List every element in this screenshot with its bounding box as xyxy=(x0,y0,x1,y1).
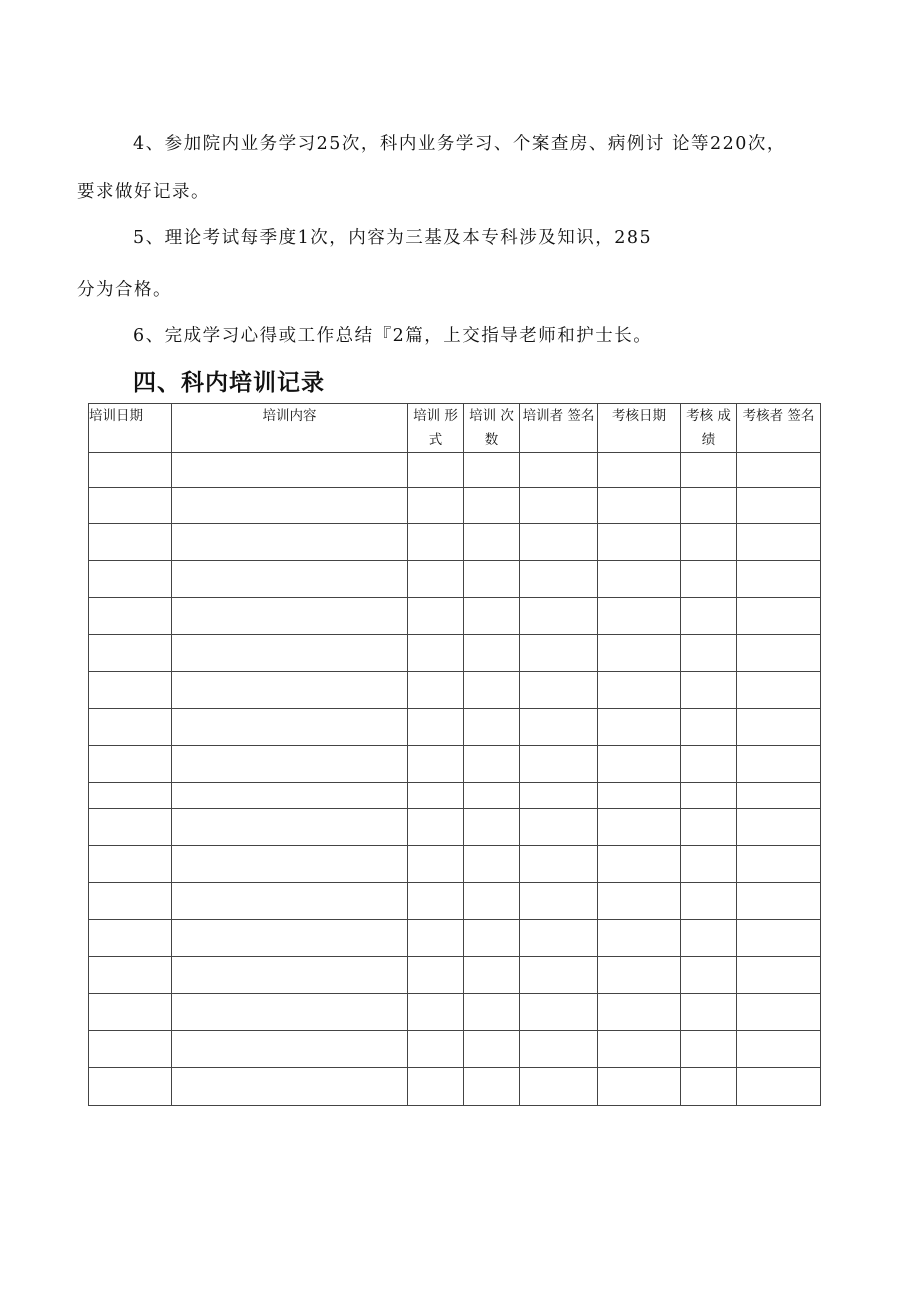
table-cell[interactable] xyxy=(172,598,408,635)
table-cell[interactable] xyxy=(520,453,598,488)
header-training-count: 培训 次数 xyxy=(464,404,520,453)
header-trainer-signature: 培训者 签名 xyxy=(520,404,598,453)
table-cell[interactable] xyxy=(89,561,172,598)
table-cell[interactable] xyxy=(520,709,598,746)
table-cell[interactable] xyxy=(598,709,681,746)
table-cell[interactable] xyxy=(172,1031,408,1068)
table-cell[interactable] xyxy=(520,1068,598,1106)
table-cell[interactable] xyxy=(464,524,520,561)
table-cell[interactable] xyxy=(408,994,464,1031)
table-cell[interactable] xyxy=(464,783,520,809)
table-cell[interactable] xyxy=(408,783,464,809)
table-cell[interactable] xyxy=(737,598,821,635)
table-cell[interactable] xyxy=(89,709,172,746)
table-cell[interactable] xyxy=(408,709,464,746)
table-cell[interactable] xyxy=(408,524,464,561)
table-cell[interactable] xyxy=(681,453,737,488)
table-row xyxy=(89,883,821,920)
table-row xyxy=(89,994,821,1031)
table-cell[interactable] xyxy=(464,1068,520,1106)
table-cell[interactable] xyxy=(681,920,737,957)
table-cell[interactable] xyxy=(172,709,408,746)
table-row xyxy=(89,524,821,561)
table-cell[interactable] xyxy=(681,883,737,920)
table-cell[interactable] xyxy=(464,672,520,709)
table-cell[interactable] xyxy=(681,598,737,635)
table-cell[interactable] xyxy=(464,561,520,598)
table-cell[interactable] xyxy=(89,994,172,1031)
table-cell[interactable] xyxy=(598,883,681,920)
table-cell[interactable] xyxy=(408,561,464,598)
table-cell[interactable] xyxy=(89,846,172,883)
header-assessment-score: 考核 成绩 xyxy=(681,404,737,453)
paragraph-5-line-1: 5、理论考试每季度1次，内容为三基及本专科涉及知识，285 xyxy=(133,228,653,248)
table-cell[interactable] xyxy=(737,957,821,994)
table-cell[interactable] xyxy=(172,672,408,709)
table-cell[interactable] xyxy=(408,746,464,783)
table-cell[interactable] xyxy=(737,746,821,783)
table-cell[interactable] xyxy=(681,846,737,883)
header-assessment-date: 考核日期 xyxy=(598,404,681,453)
table-cell[interactable] xyxy=(598,957,681,994)
table-cell[interactable] xyxy=(408,846,464,883)
table-cell[interactable] xyxy=(737,672,821,709)
table-cell[interactable] xyxy=(464,809,520,846)
table-cell[interactable] xyxy=(598,598,681,635)
table-cell[interactable] xyxy=(737,920,821,957)
table-cell[interactable] xyxy=(598,783,681,809)
table-cell[interactable] xyxy=(737,561,821,598)
table-row xyxy=(89,672,821,709)
table-cell[interactable] xyxy=(408,809,464,846)
table-cell[interactable] xyxy=(408,1068,464,1106)
table-cell[interactable] xyxy=(598,1031,681,1068)
table-cell[interactable] xyxy=(464,453,520,488)
table-header-row xyxy=(89,404,821,453)
table-cell[interactable] xyxy=(408,598,464,635)
header-training-content: 培训内容 xyxy=(172,404,408,453)
paragraph-4-line-1: 4、参加院内业务学习25次，科内业务学习、个案查房、病例讨 论等220次， xyxy=(133,134,786,154)
table-cell[interactable] xyxy=(681,746,737,783)
table-cell[interactable] xyxy=(598,809,681,846)
table-cell[interactable] xyxy=(520,561,598,598)
table-cell[interactable] xyxy=(89,1031,172,1068)
table-cell[interactable] xyxy=(520,883,598,920)
table-cell[interactable] xyxy=(89,453,172,488)
table-row xyxy=(89,453,821,488)
table-cell[interactable] xyxy=(520,672,598,709)
table-cell[interactable] xyxy=(464,846,520,883)
table-cell[interactable] xyxy=(172,746,408,783)
table-cell[interactable] xyxy=(681,488,737,524)
section-title: 四、科内培训记录 xyxy=(133,370,325,396)
table-cell[interactable] xyxy=(408,488,464,524)
table-cell[interactable] xyxy=(520,746,598,783)
table-cell[interactable] xyxy=(737,453,821,488)
table-row xyxy=(89,846,821,883)
table-cell[interactable] xyxy=(520,920,598,957)
table-cell[interactable] xyxy=(737,524,821,561)
table-cell[interactable] xyxy=(520,488,598,524)
table-cell[interactable] xyxy=(520,1031,598,1068)
table-cell[interactable] xyxy=(681,672,737,709)
table-cell[interactable] xyxy=(89,635,172,672)
table-cell[interactable] xyxy=(598,1068,681,1106)
table-cell[interactable] xyxy=(172,561,408,598)
table-cell[interactable] xyxy=(737,809,821,846)
table-cell[interactable] xyxy=(464,709,520,746)
table-cell[interactable] xyxy=(464,635,520,672)
table-cell[interactable] xyxy=(172,783,408,809)
table-row xyxy=(89,783,821,809)
table-cell[interactable] xyxy=(172,920,408,957)
table-row xyxy=(89,709,821,746)
paragraph-6: 6、完成学习心得或工作总结『2篇，上交指导老师和护士长。 xyxy=(133,326,653,346)
table-cell[interactable] xyxy=(598,672,681,709)
table-cell[interactable] xyxy=(172,1068,408,1106)
table-cell[interactable] xyxy=(172,809,408,846)
table-cell[interactable] xyxy=(598,453,681,488)
table-cell[interactable] xyxy=(681,809,737,846)
header-training-date: 培训日期 xyxy=(89,404,172,453)
table-cell[interactable] xyxy=(681,635,737,672)
table-cell[interactable] xyxy=(520,846,598,883)
paragraph-4-line-2: 要求做好记录。 xyxy=(77,182,210,202)
table-cell[interactable] xyxy=(520,783,598,809)
table-cell[interactable] xyxy=(520,957,598,994)
table-cell[interactable] xyxy=(681,1031,737,1068)
table-row xyxy=(89,809,821,846)
table-cell[interactable] xyxy=(89,957,172,994)
table-cell[interactable] xyxy=(408,883,464,920)
table-cell[interactable] xyxy=(172,883,408,920)
table-row xyxy=(89,957,821,994)
table-cell[interactable] xyxy=(172,635,408,672)
table-cell[interactable] xyxy=(681,524,737,561)
table-cell[interactable] xyxy=(464,957,520,994)
table-cell[interactable] xyxy=(464,1031,520,1068)
table-cell[interactable] xyxy=(598,920,681,957)
table-cell[interactable] xyxy=(89,672,172,709)
table-row xyxy=(89,635,821,672)
table-cell[interactable] xyxy=(737,635,821,672)
table-cell[interactable] xyxy=(464,994,520,1031)
table-cell[interactable] xyxy=(681,994,737,1031)
table-cell[interactable] xyxy=(89,783,172,809)
table-cell[interactable] xyxy=(89,1068,172,1106)
table-row xyxy=(89,598,821,635)
table-cell[interactable] xyxy=(464,920,520,957)
table-row xyxy=(89,561,821,598)
table-cell[interactable] xyxy=(737,1031,821,1068)
table-cell[interactable] xyxy=(598,846,681,883)
table-cell[interactable] xyxy=(737,783,821,809)
table-cell[interactable] xyxy=(408,920,464,957)
table-cell[interactable] xyxy=(681,783,737,809)
table-cell[interactable] xyxy=(737,488,821,524)
table-cell[interactable] xyxy=(408,635,464,672)
table-cell[interactable] xyxy=(520,635,598,672)
table-cell[interactable] xyxy=(681,709,737,746)
table-cell[interactable] xyxy=(737,1068,821,1106)
table-cell[interactable] xyxy=(598,524,681,561)
table-cell[interactable] xyxy=(464,488,520,524)
table-cell[interactable] xyxy=(520,994,598,1031)
table-row xyxy=(89,488,821,524)
table-cell[interactable] xyxy=(89,746,172,783)
table-cell[interactable] xyxy=(172,524,408,561)
table-row xyxy=(89,746,821,783)
table-cell[interactable] xyxy=(89,809,172,846)
table-cell[interactable] xyxy=(520,598,598,635)
table-cell[interactable] xyxy=(464,598,520,635)
table-cell[interactable] xyxy=(598,488,681,524)
table-cell[interactable] xyxy=(520,524,598,561)
table-cell[interactable] xyxy=(172,488,408,524)
paragraph-5-line-2: 分为合格。 xyxy=(77,280,172,300)
table-cell[interactable] xyxy=(681,561,737,598)
table-cell[interactable] xyxy=(408,1031,464,1068)
table-cell[interactable] xyxy=(598,635,681,672)
table-cell[interactable] xyxy=(408,957,464,994)
table-cell[interactable] xyxy=(172,453,408,488)
table-cell[interactable] xyxy=(737,994,821,1031)
table-cell[interactable] xyxy=(598,561,681,598)
table-cell[interactable] xyxy=(408,672,464,709)
table-row xyxy=(89,920,821,957)
table-cell[interactable] xyxy=(89,883,172,920)
table-cell[interactable] xyxy=(172,957,408,994)
table-cell[interactable] xyxy=(172,846,408,883)
table-row xyxy=(89,1068,821,1106)
table-row xyxy=(89,1031,821,1068)
table-cell[interactable] xyxy=(89,920,172,957)
table-cell[interactable] xyxy=(464,883,520,920)
table-cell[interactable] xyxy=(681,1068,737,1106)
table-cell[interactable] xyxy=(598,746,681,783)
table-cell[interactable] xyxy=(89,598,172,635)
table-cell[interactable] xyxy=(737,883,821,920)
table-cell[interactable] xyxy=(89,524,172,561)
table-cell[interactable] xyxy=(464,746,520,783)
table-cell[interactable] xyxy=(598,994,681,1031)
table-cell[interactable] xyxy=(172,994,408,1031)
header-assessor-signature: 考核者 签名 xyxy=(737,404,821,453)
training-record-table xyxy=(88,403,821,1106)
table-cell[interactable] xyxy=(520,809,598,846)
table-cell[interactable] xyxy=(681,957,737,994)
table-cell[interactable] xyxy=(737,709,821,746)
table-cell[interactable] xyxy=(737,846,821,883)
table-cell[interactable] xyxy=(408,453,464,488)
table-cell[interactable] xyxy=(89,488,172,524)
header-training-form: 培训 形式 xyxy=(408,404,464,453)
